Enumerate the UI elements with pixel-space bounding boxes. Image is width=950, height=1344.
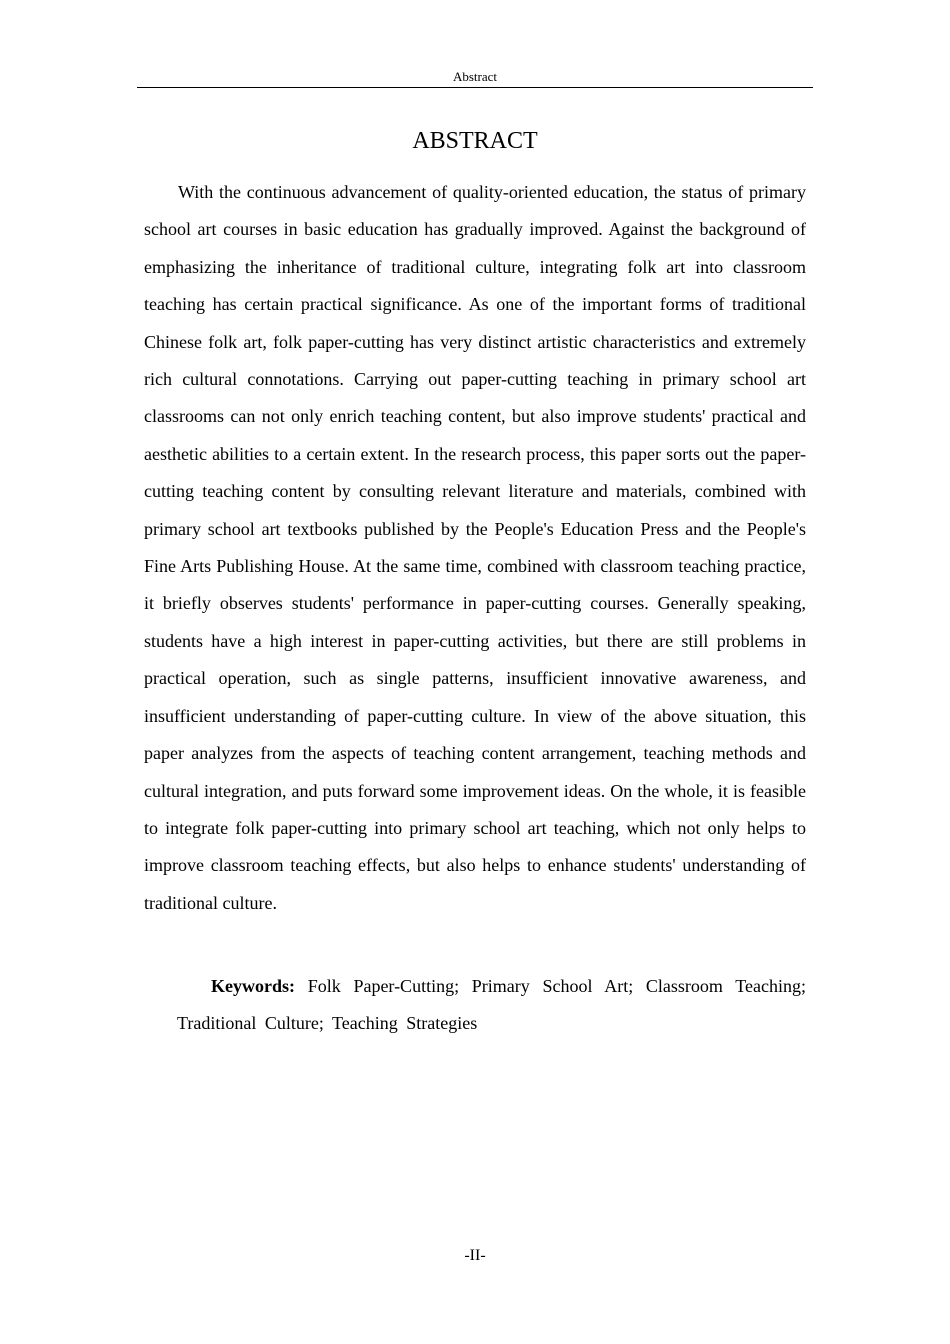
page-title: ABSTRACT — [412, 128, 538, 154]
keywords-paragraph — [177, 968, 806, 1043]
keywords-text: Folk Paper-Cutting; Primary School Art; Classroom Teaching; Traditional Culture; Teaching Strategies — [177, 976, 807, 1034]
running-header: Abstract — [452, 69, 498, 84]
abstract-body: With the continuous advancement of quality-oriented education, the status of primary school art courses in basic education has gradually improved. Against the background of emphasizing the inheritance of traditional culture, integrating folk art into classroom teaching has certain practical significance. As one of the important forms of traditional Chinese folk art, folk paper-cutting has very distinct artistic characteristics and extremely rich cultural connotations. Carrying out paper-cutting teaching in primary school art classrooms can not only enrich teaching content, but also improve students' practical and aesthetic abilities to a certain extent. In the research process, this paper sorts out the paper-cutting teaching content by consulting relevant literature and materials, combined with primary school art textbooks published by the People's Education Press and the People's Fine Arts Publishing House. At the same time, combined with classroom teaching practice, it briefly observes students' performance in paper-cutting courses. Generally speaking, students have a high interest in paper-cutting activities, but there are still problems in practical operation, such as single patterns, insufficient innovative awareness, and insufficient understanding of paper-cutting culture. In view of the above situation, this paper analyzes from the aspects of teaching content arrangement, teaching methods and cultural integration, and puts forward some improvement ideas. On the whole, it is feasible to integrate folk paper-cutting into primary school art teaching, which not only helps to improve classroom teaching effects, but also helps to enhance students' understanding of traditional culture. — [144, 182, 806, 913]
keywords-label: Keywords: — [211, 976, 295, 996]
header-rule — [137, 87, 813, 88]
page-number: -II- — [464, 1247, 486, 1264]
